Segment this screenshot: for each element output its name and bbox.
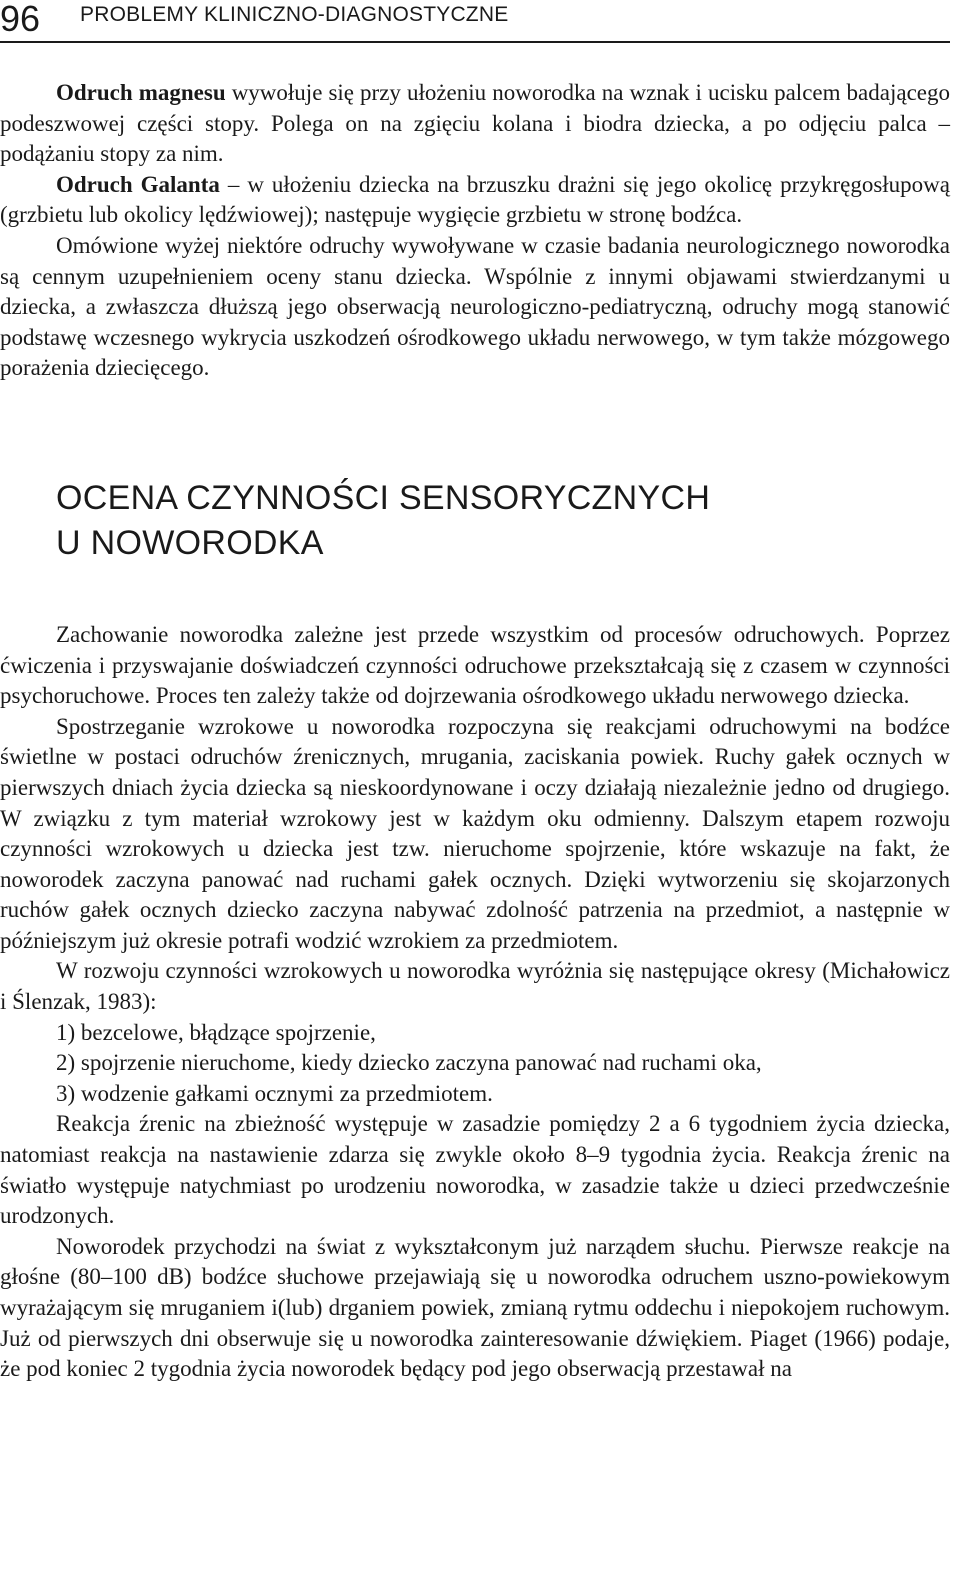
paragraph: W rozwoju czynności wzrokowych u noworodka wyróżnia się następujące okresy (Michałowicz i Ślenzak, 1983): — [0, 958, 950, 1015]
page-body — [0, 78, 950, 1385]
paragraph-text: wywołuje się przy ułożeniu noworodka na wznak i ucisku palcem badającego podeszwowej części stopy. Polega on na zgięciu kolana i biodra dziecka, a po odjęciu palca – podążaniu stopy za nim. — [0, 80, 950, 167]
paragraph: Zachowanie noworodka zależne jest przede wszystkim od procesów odruchowych. Poprzez ćwiczenia i przyswajanie doświadczeń czynności odruchowe przekształcają się z czasem w czynności psychoruchowe. Proces ten zależy także od dojrzewania ośrodkowego układu nerwowego dziecka. — [0, 621, 950, 709]
list-item: 2) spojrzenie nieruchome, kiedy dziecko zaczyna panować nad ruchami oka, — [56, 1050, 762, 1076]
periods-list — [0, 1018, 950, 1110]
running-head: PROBLEMY KLINICZNO-DIAGNOSTYCZNE — [80, 3, 509, 26]
paragraph-text: – w ułożeniu dziecka na brzuszku drażni się jego okolicę przykręgosłupową (grzbietu lub okolicy lędźwiowej); następuje wygięcie grzbietu w stronę bodźca. — [0, 171, 950, 228]
section-title-line-2: U NOWORODKA — [56, 523, 324, 562]
paragraph: Spostrzeganie wzrokowe u noworodka rozpoczyna się reakcjami odruchowymi na bodźce świetlne w postaci odruchów źrenicznych, mrugania, zaciskania powiek. Ruchy gałek ocznych w pierwszych dniach życia dziecka są nieskoordynowane i oczy działają niezależnie jedno od drugiego. W związku z tym materiał wzrokowy jest w każdym oku odmienny. Dalszym etapem rozwoju czynności wzrokowych u dziecka jest tzw. nieruchome spojrzenie, które wskazuje na fakt, że noworodek zaczyna panować nad ruchami gałek ocznych. Dzięki wytworzeniu się skojarzonych ruchów gałek ocznych dziecko zaczyna nabywać zdolność patrzenia na przedmiot, a następnie w późniejszym już okresie potrafi wodzić wzrokiem za przedmiotem. — [0, 713, 950, 953]
paragraph-magnet-reflex — [0, 78, 950, 170]
page-number: 96 — [0, 0, 41, 39]
term-galant-reflex: Odruch Galanta — [56, 171, 220, 197]
term-magnet-reflex: Odruch magnesu — [56, 80, 226, 105]
list-item: 3) wodzenie gałkami ocznymi za przedmiotem. — [56, 1080, 493, 1106]
section-title — [56, 476, 950, 566]
paragraph: Reakcja źrenic na zbieżność występuje w zasadzie pomiędzy 2 a 6 tygodniem życia dziecka, natomiast reakcja na nastawienie zdarza się zwykle około 8–9 tygodnia życia. Reakcja źrenic na światło występuje natychmiast po urodzeniu noworodka, w zasadzie także u dzieci przedwcześnie urodzonych. — [0, 1111, 950, 1229]
header-rule — [0, 41, 950, 43]
paragraph: Noworodek przychodzi na świat z wykształconym już narządem słuchu. Pierwsze reakcje na głośne (80–100 dB) bodźce słuchowe przejawiają się u noworodka odruchem uszno-powiekowym wyrażającym się mruganiem i(lub) drganiem powiek, zmianą rytmu oddechu i niepokojem ruchowym. Już od pierwszych dni obserwuje się u noworodka zainteresowanie dźwiękiem. Piaget (1966) podaje, że pod koniec 2 tygodnia życia noworodek będący pod jego obserwacją przestawał na — [0, 1233, 950, 1382]
list-item: 1) bezcelowe, błądzące spojrzenie, — [56, 1019, 376, 1045]
section-title-line-1: OCENA CZYNNOŚCI SENSORYCZNYCH — [56, 478, 711, 517]
paragraph-galant-reflex — [0, 170, 950, 231]
page-header — [0, 0, 960, 40]
paragraph-summary: Omówione wyżej niektóre odruchy wywoływane w czasie badania neurologicznego noworodka są cennym uzupełnieniem oceny stanu dziecka. Wspólnie z innymi objawami stwierdzanymi u dziecka, a zwłaszcza dłuższą jego obserwacją neurologiczno-pediatryczną, odruchy mogą stanowić podstawę wczesnego wykrycia uszkodzeń ośrodkowego układu nerwowego, w tym także mózgowego porażenia dziecięcego. — [0, 232, 950, 381]
